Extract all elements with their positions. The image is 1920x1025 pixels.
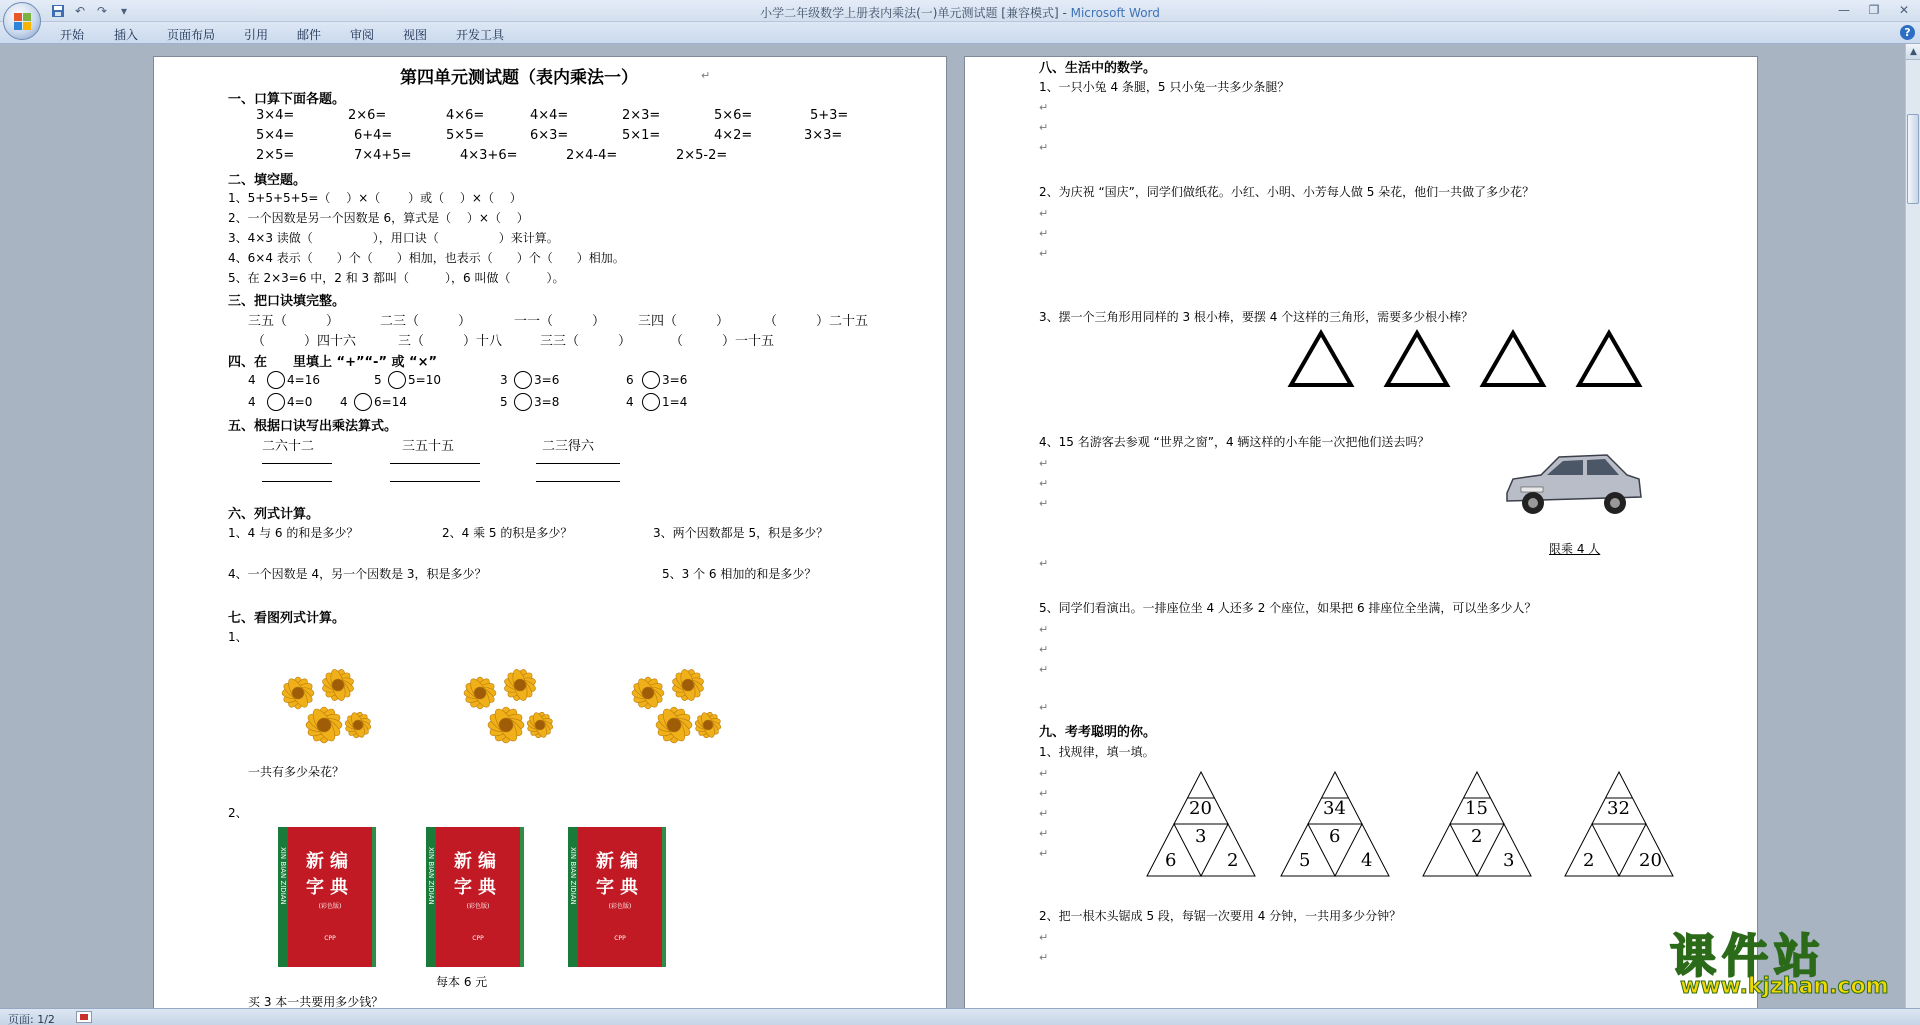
fill-question: 1、5+5+5+5=（ ）×（ ）或（ ）×（ ） bbox=[228, 191, 522, 205]
section-4-heading: 四、在 里填上 “+”“-” 或 “×” bbox=[228, 355, 438, 370]
operator-blank[interactable] bbox=[267, 393, 285, 411]
car-caption: 限乘 4 人 bbox=[1549, 542, 1601, 556]
customize-toolbar-icon[interactable]: ▾ bbox=[120, 4, 128, 18]
operator-blank[interactable] bbox=[642, 371, 660, 389]
answer-line[interactable] bbox=[390, 481, 480, 482]
rhyme-prompt: 二六十二 bbox=[262, 439, 315, 454]
middle-number: 3 bbox=[1195, 826, 1207, 847]
tab-page-layout[interactable]: 页面布局 bbox=[167, 28, 216, 42]
left-number: 2 bbox=[1583, 850, 1595, 871]
calc-item: 5×4= bbox=[256, 128, 295, 143]
paragraph-mark: ↵ bbox=[1039, 497, 1049, 510]
document-title: 小学二年级数学上册表内乘法(一)单元测试题 [兼容模式] - bbox=[760, 6, 1071, 20]
rhyme-item: 三四（ ） bbox=[638, 314, 730, 329]
word-problem: 1、一只小兔 4 条腿，5 只小兔一共多少条腿？ bbox=[1039, 80, 1290, 94]
redo-icon[interactable]: ↷ bbox=[96, 4, 108, 18]
page-count[interactable]: 页面: 1/2 bbox=[8, 1013, 55, 1025]
dictionary-book-image bbox=[568, 827, 666, 967]
word-problem: 2、为庆祝 “国庆”，同学们做纸花。小红、小明、小芳每人做 5 朵花，他们一共做了多少花？ bbox=[1039, 185, 1535, 199]
rhyme-item: 三五（ ） bbox=[248, 314, 340, 329]
word-problem: 4、一个因数是 4，另一个因数是 3，积是多少？ bbox=[228, 567, 487, 581]
rhyme-prompt: 二三得六 bbox=[542, 439, 595, 454]
close-icon[interactable]: ✕ bbox=[1898, 3, 1910, 17]
paragraph-mark: ↵ bbox=[1039, 827, 1049, 840]
operand: 4 bbox=[340, 395, 348, 409]
calc-item: 4×3+6= bbox=[460, 148, 518, 163]
paragraph-mark: ↵ bbox=[1039, 807, 1049, 820]
right-number: 3 bbox=[1503, 850, 1515, 871]
word-problem: 1、4 与 6 的和是多少？ bbox=[228, 526, 359, 540]
result: 3=6 bbox=[534, 373, 560, 387]
top-number: 15 bbox=[1465, 798, 1488, 819]
vertical-scrollbar[interactable] bbox=[1905, 44, 1920, 1008]
middle-number: 6 bbox=[1329, 826, 1341, 847]
calc-item: 3×3= bbox=[804, 128, 843, 143]
tab-references[interactable]: 引用 bbox=[244, 28, 269, 42]
maximize-icon[interactable]: ❐ bbox=[1868, 3, 1880, 17]
flower-bunch-image bbox=[448, 663, 566, 761]
rhyme-prompt: 三五十五 bbox=[402, 439, 455, 454]
paragraph-mark: ↵ bbox=[1039, 457, 1049, 470]
word-problem: 5、同学们看演出。一排座位坐 4 人还多 2 个座位，如果把 6 排座位全坐满，可以坐多少人？ bbox=[1039, 601, 1537, 615]
word-problem: 3、两个因数都是 5，积是多少？ bbox=[653, 526, 829, 540]
operand: 4 bbox=[248, 395, 256, 409]
number-triangle bbox=[1563, 770, 1675, 878]
book-publisher: CPP bbox=[324, 935, 336, 942]
operand: 4 bbox=[248, 373, 256, 387]
calc-item: 5+3= bbox=[810, 108, 849, 123]
book-title-line-2: 字典 bbox=[596, 877, 644, 898]
proofing-icon[interactable] bbox=[76, 1011, 92, 1023]
fill-question: 5、在 2×3=6 中，2 和 3 都叫（ ），6 叫做（ ）。 bbox=[228, 271, 565, 285]
book-price: 每本 6 元 bbox=[436, 975, 488, 989]
word-problem: 5、3 个 6 相加的和是多少？ bbox=[662, 567, 817, 581]
answer-line[interactable] bbox=[262, 463, 332, 464]
item-number: 2、 bbox=[228, 806, 248, 820]
book-spine-text: XIN BIAN ZIDIAN bbox=[427, 847, 435, 905]
left-number: 5 bbox=[1299, 850, 1311, 871]
document-area bbox=[0, 44, 1905, 1008]
calc-item: 5×6= bbox=[714, 108, 753, 123]
paragraph-mark: ↵ bbox=[1039, 207, 1049, 220]
book-publisher: CPP bbox=[614, 935, 626, 942]
undo-icon[interactable]: ↶ bbox=[74, 4, 86, 18]
operator-blank[interactable] bbox=[514, 393, 532, 411]
tab-insert[interactable]: 插入 bbox=[114, 28, 139, 42]
calc-item: 4×2= bbox=[714, 128, 753, 143]
rhyme-item: （ ）二十五 bbox=[764, 314, 869, 329]
dictionary-book-image bbox=[278, 827, 376, 967]
ribbon-tabs bbox=[0, 22, 1920, 44]
pattern-question: 1、找规律，填一填。 bbox=[1039, 745, 1155, 759]
rhyme-item: 三三（ ） bbox=[540, 334, 632, 349]
answer-line[interactable] bbox=[390, 463, 480, 464]
calc-item: 4×4= bbox=[530, 108, 569, 123]
paragraph-mark: ↵ bbox=[1039, 623, 1049, 636]
calc-item: 4×6= bbox=[446, 108, 485, 123]
book-title-line-1: 新编 bbox=[306, 851, 354, 872]
result: 1=4 bbox=[662, 395, 688, 409]
calc-item: 5×1= bbox=[622, 128, 661, 143]
rhyme-item: （ ）一十五 bbox=[670, 334, 775, 349]
book-title-line-2: 字典 bbox=[454, 877, 502, 898]
title-bar bbox=[0, 0, 1920, 22]
stick-triangle bbox=[1387, 333, 1447, 385]
car-image bbox=[1499, 445, 1645, 527]
book-question: 买 3 本一共要用多少钱？ bbox=[248, 995, 384, 1008]
operand: 5 bbox=[374, 373, 382, 387]
watermark-url: www.kjzhan.com bbox=[1680, 974, 1889, 999]
book-edition: (彩色版) bbox=[608, 903, 632, 910]
rhyme-item: （ ）四十六 bbox=[252, 334, 357, 349]
book-title-line-2: 字典 bbox=[306, 877, 354, 898]
section-7-heading: 七、看图列式计算。 bbox=[228, 611, 346, 626]
book-edition: (彩色版) bbox=[318, 903, 342, 910]
operand: 6 bbox=[626, 373, 634, 387]
calc-item: 2×3= bbox=[622, 108, 661, 123]
watermark-cn: 课件站 bbox=[1670, 929, 1826, 983]
calc-item: 2×4-4= bbox=[566, 148, 618, 163]
item-number: 1、 bbox=[228, 630, 248, 644]
number-triangle bbox=[1421, 770, 1533, 878]
book-edition: (彩色版) bbox=[466, 903, 490, 910]
number-triangle bbox=[1145, 770, 1257, 878]
calc-item: 6×3= bbox=[530, 128, 569, 143]
paragraph-mark: ↵ bbox=[1039, 227, 1049, 240]
top-number: 34 bbox=[1323, 798, 1346, 819]
answer-line[interactable] bbox=[536, 463, 620, 464]
site-watermark bbox=[1670, 920, 1910, 1002]
middle-number: 2 bbox=[1471, 826, 1483, 847]
paragraph-mark: ↵ bbox=[1039, 247, 1049, 260]
paragraph-mark: ↵ bbox=[1039, 767, 1049, 780]
paragraph-mark: ↵ bbox=[1039, 701, 1049, 714]
book-title-line-1: 新编 bbox=[596, 851, 644, 872]
book-publisher: CPP bbox=[472, 935, 484, 942]
book-spine-text: XIN BIAN ZIDIAN bbox=[279, 847, 287, 905]
window-controls bbox=[1834, 2, 1914, 18]
operator-blank[interactable] bbox=[267, 371, 285, 389]
operand: 4 bbox=[626, 395, 634, 409]
calc-item: 7×4+5= bbox=[354, 148, 412, 163]
calc-item: 5×5= bbox=[446, 128, 485, 143]
paragraph-mark: ↵ bbox=[1039, 477, 1049, 490]
fill-question: 4、6×4 表示（ ）个（ ）相加，也表示（ ）个（ ）相加。 bbox=[228, 251, 625, 265]
tab-mailings[interactable]: 邮件 bbox=[297, 28, 322, 42]
operand: 3 bbox=[500, 373, 508, 387]
calc-item: 3×4= bbox=[256, 108, 295, 123]
section-6-heading: 六、列式计算。 bbox=[228, 507, 320, 522]
page-2 bbox=[964, 56, 1758, 1008]
right-number: 4 bbox=[1361, 850, 1373, 871]
word-problem: 4、15 名游客去参观 “世界之窗”，4 辆这样的小车能一次把他们送去吗？ bbox=[1039, 435, 1430, 449]
result: 4=16 bbox=[287, 373, 320, 387]
paragraph-mark: ↵ bbox=[1039, 951, 1049, 964]
book-title-line-1: 新编 bbox=[454, 851, 502, 872]
paragraph-mark: ↵ bbox=[1039, 101, 1049, 114]
section-1-heading: 一、口算下面各题。 bbox=[228, 92, 346, 107]
dictionary-book-image bbox=[426, 827, 524, 967]
right-number: 20 bbox=[1639, 850, 1662, 871]
answer-line[interactable] bbox=[536, 481, 620, 482]
flower-question: 一共有多少朵花？ bbox=[248, 765, 345, 779]
number-triangle bbox=[1279, 770, 1391, 878]
calc-item: 6+4= bbox=[354, 128, 393, 143]
fill-question: 3、4×3 读做（ ），用口诀（ ）来计算。 bbox=[228, 231, 559, 245]
page-title: 第四单元测试题（表内乘法一） bbox=[400, 68, 638, 88]
paragraph-mark: ↵ bbox=[701, 69, 711, 82]
paragraph-mark: ↵ bbox=[1039, 643, 1049, 656]
word-problem: 2、4 乘 5 的积是多少？ bbox=[442, 526, 573, 540]
result: 3=6 bbox=[662, 373, 688, 387]
rhyme-item: 一一（ ） bbox=[514, 314, 606, 329]
top-number: 20 bbox=[1189, 798, 1212, 819]
minimize-icon[interactable]: — bbox=[1838, 3, 1850, 17]
top-number: 32 bbox=[1607, 798, 1630, 819]
word-problem: 2、把一根木头锯成 5 段，每锯一次要用 4 分钟，一共用多少分钟？ bbox=[1039, 909, 1402, 923]
section-3-heading: 三、把口诀填完整。 bbox=[228, 294, 346, 309]
result: 4=0 bbox=[287, 395, 313, 409]
paragraph-mark: ↵ bbox=[1039, 121, 1049, 134]
operand: 5 bbox=[500, 395, 508, 409]
paragraph-mark: ↵ bbox=[1039, 787, 1049, 800]
paragraph-mark: ↵ bbox=[1039, 141, 1049, 154]
calc-item: 2×5= bbox=[256, 148, 295, 163]
result: 3=8 bbox=[534, 395, 560, 409]
office-logo-icon bbox=[14, 13, 32, 31]
operator-blank[interactable] bbox=[388, 371, 406, 389]
calc-item: 2×6= bbox=[348, 108, 387, 123]
flower-bunch-image bbox=[266, 663, 384, 761]
section-8-heading: 八、生活中的数学。 bbox=[1039, 61, 1157, 76]
calc-item: 2×5-2= bbox=[676, 148, 728, 163]
help-icon[interactable]: ? bbox=[1900, 25, 1915, 40]
page-1 bbox=[153, 56, 947, 1008]
paragraph-mark: ↵ bbox=[1039, 931, 1049, 944]
word-problem: 3、摆一个三角形用同样的 3 根小棒，要摆 4 个这样的三角形，需要多少根小棒？ bbox=[1039, 310, 1474, 324]
left-number: 6 bbox=[1165, 850, 1177, 871]
result: 5=10 bbox=[408, 373, 441, 387]
office-button[interactable] bbox=[3, 2, 41, 40]
fill-question: 2、一个因数是另一个因数是 6，算式是（ ）×（ ） bbox=[228, 211, 529, 225]
flower-bunch-image bbox=[616, 663, 734, 761]
operator-blank[interactable] bbox=[354, 393, 372, 411]
scroll-thumb[interactable] bbox=[1907, 114, 1919, 204]
paragraph-mark: ↵ bbox=[1039, 663, 1049, 676]
status-bar bbox=[0, 1008, 1920, 1025]
paragraph-mark: ↵ bbox=[1039, 557, 1049, 570]
stick-triangle bbox=[1483, 333, 1543, 385]
tab-view[interactable]: 视图 bbox=[403, 28, 428, 42]
window-title bbox=[0, 4, 1920, 21]
section-5-heading: 五、根据口诀写出乘法算式。 bbox=[228, 419, 398, 434]
tab-home[interactable]: 开始 bbox=[60, 28, 85, 42]
tab-review[interactable]: 审阅 bbox=[350, 28, 375, 42]
operator-blank[interactable] bbox=[642, 393, 660, 411]
answer-line[interactable] bbox=[262, 481, 332, 482]
tab-developer[interactable]: 开发工具 bbox=[456, 28, 505, 42]
section-9-heading: 九、考考聪明的你。 bbox=[1039, 725, 1157, 740]
scroll-up-icon[interactable]: ▲ bbox=[1906, 44, 1920, 60]
right-number: 2 bbox=[1227, 850, 1239, 871]
app-name: Microsoft Word bbox=[1070, 6, 1160, 20]
result: 6=14 bbox=[374, 395, 407, 409]
rhyme-item: 三（ ）十八 bbox=[398, 334, 503, 349]
operator-blank[interactable] bbox=[514, 371, 532, 389]
triangles-image bbox=[1287, 329, 1645, 389]
stick-triangle bbox=[1579, 333, 1639, 385]
paragraph-mark: ↵ bbox=[1039, 847, 1049, 860]
rhyme-item: 二三（ ） bbox=[380, 314, 472, 329]
stick-triangle bbox=[1291, 333, 1351, 385]
book-spine-text: XIN BIAN ZIDIAN bbox=[569, 847, 577, 905]
section-2-heading: 二、填空题。 bbox=[228, 173, 307, 188]
